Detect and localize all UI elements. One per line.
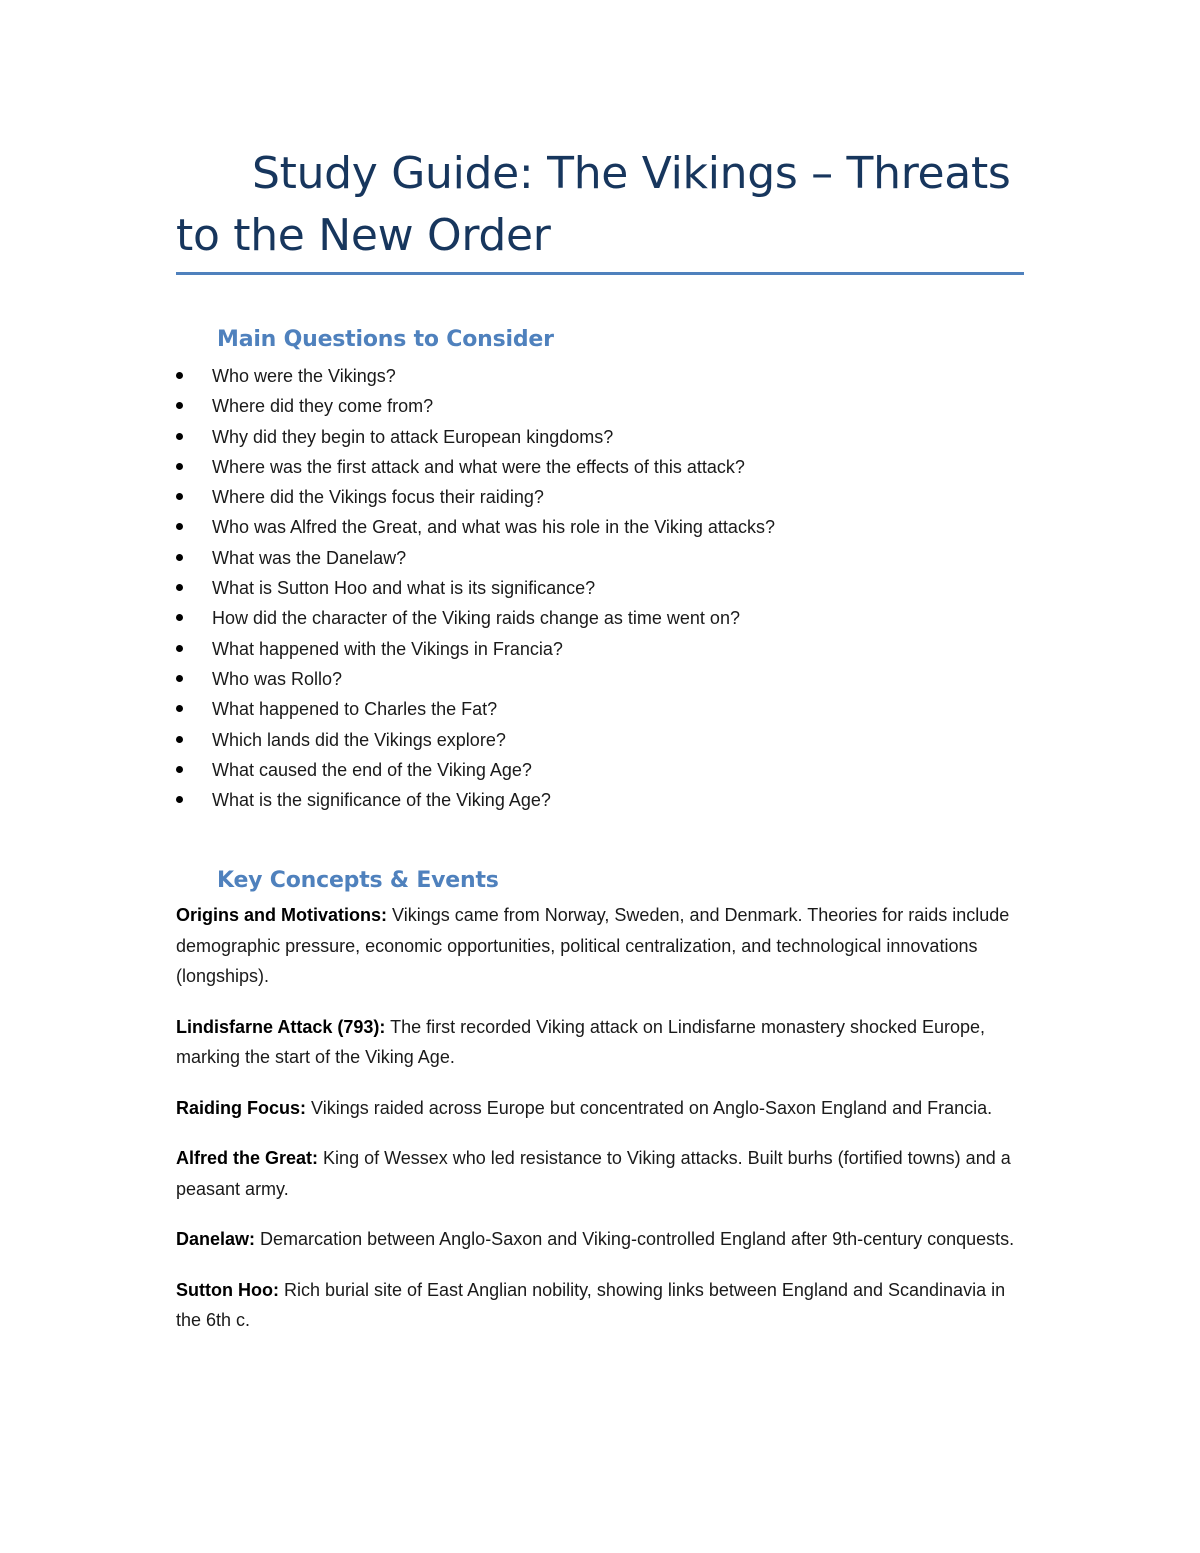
bullet-icon — [176, 705, 183, 712]
question-text: What is the significance of the Viking Age? — [212, 790, 551, 811]
list-item — [176, 603, 775, 633]
bullet-icon — [176, 523, 183, 530]
bullet-icon — [176, 554, 183, 561]
question-text: How did the character of the Viking raids change as time went on? — [212, 608, 740, 629]
concept-term: Origins and Motivations: — [176, 905, 388, 925]
question-text: Which lands did the Vikings explore? — [212, 729, 506, 750]
questions-list — [176, 361, 775, 815]
concepts-heading: Key Concepts & Events — [217, 868, 499, 893]
bullet-icon — [176, 614, 183, 621]
list-item — [176, 785, 775, 815]
list-item — [176, 543, 775, 573]
bullet-icon — [176, 645, 183, 652]
list-item — [176, 573, 775, 603]
bullet-icon — [176, 493, 183, 500]
concept-paragraph — [176, 900, 1024, 992]
question-text: What caused the end of the Viking Age? — [212, 759, 532, 780]
concept-paragraph — [176, 1093, 1024, 1124]
list-item — [176, 725, 775, 755]
concept-term: Danelaw: — [176, 1229, 256, 1249]
question-text: Who were the Vikings? — [212, 366, 396, 386]
list-item — [176, 512, 775, 542]
question-text: Where did they come from? — [212, 396, 434, 417]
title-underline — [176, 272, 1024, 275]
question-text: Where was the first attack and what were the effects of this attack? — [212, 456, 745, 477]
concept-term: Lindisfarne Attack (793): — [176, 1016, 386, 1037]
list-item — [176, 482, 775, 512]
question-text: Why did they begin to attack European kingdoms? — [212, 426, 614, 447]
list-item — [176, 755, 775, 785]
concept-text: King of Wessex who led resistance to Viking attacks. Built burhs (fortified towns) and a peasant army. — [176, 1148, 1011, 1199]
list-item — [176, 391, 775, 421]
bullet-icon — [176, 372, 183, 379]
question-text: Where did the Vikings focus their raiding? — [212, 487, 544, 508]
list-item — [176, 422, 775, 452]
concept-paragraph — [176, 1012, 1024, 1073]
list-item — [176, 664, 775, 694]
bullet-icon — [176, 463, 183, 470]
questions-heading: Main Questions to Consider — [217, 327, 554, 352]
list-item — [176, 694, 775, 724]
document-title: Study Guide: The Vikings – Threats to the New Order — [176, 148, 1011, 261]
list-item — [176, 361, 775, 391]
bullet-icon — [176, 766, 183, 773]
concept-term: Raiding Focus: — [176, 1097, 306, 1118]
concept-text: Vikings came from Norway, Sweden, and Denmark. Theories for raids include demographic pressure, economic opportunities, political centralization, and technological innovations (longships). — [176, 905, 1010, 986]
concept-text: The first recorded Viking attack on Lindisfarne monastery shocked Europe, marking the start of the Viking Age. — [176, 1016, 986, 1067]
concept-text: Vikings raided across Europe but concentrated on Anglo-Saxon England and Francia. — [311, 1097, 993, 1118]
question-text: Who was Alfred the Great, and what was his role in the Viking attacks? — [212, 517, 775, 538]
bullet-icon — [176, 402, 183, 409]
concept-paragraph — [176, 1143, 1024, 1204]
question-text: What happened with the Vikings in Francia? — [212, 638, 563, 659]
concept-text: Rich burial site of East Anglian nobility, showing links between England and Scandinavia in the 6th c. — [176, 1279, 1006, 1330]
list-item — [176, 634, 775, 664]
concept-paragraph — [176, 1275, 1024, 1336]
list-item — [176, 452, 775, 482]
bullet-icon — [176, 736, 183, 743]
concept-term: Sutton Hoo: — [176, 1279, 279, 1300]
document-page — [176, 0, 1024, 1553]
concept-term: Alfred the Great: — [176, 1148, 319, 1168]
question-text: What was the Danelaw? — [212, 547, 407, 568]
concept-paragraph — [176, 1224, 1024, 1255]
bullet-icon — [176, 433, 183, 440]
question-text: What is Sutton Hoo and what is its significance? — [212, 578, 596, 599]
concepts-list — [176, 900, 1024, 1356]
concept-text: Demarcation between Anglo-Saxon and Viking-controlled England after 9th-century conquests. — [260, 1229, 1015, 1249]
bullet-icon — [176, 796, 183, 803]
question-text: Who was Rollo? — [212, 668, 343, 689]
bullet-icon — [176, 675, 183, 682]
bullet-icon — [176, 584, 183, 591]
question-text: What happened to Charles the Fat? — [212, 699, 498, 720]
